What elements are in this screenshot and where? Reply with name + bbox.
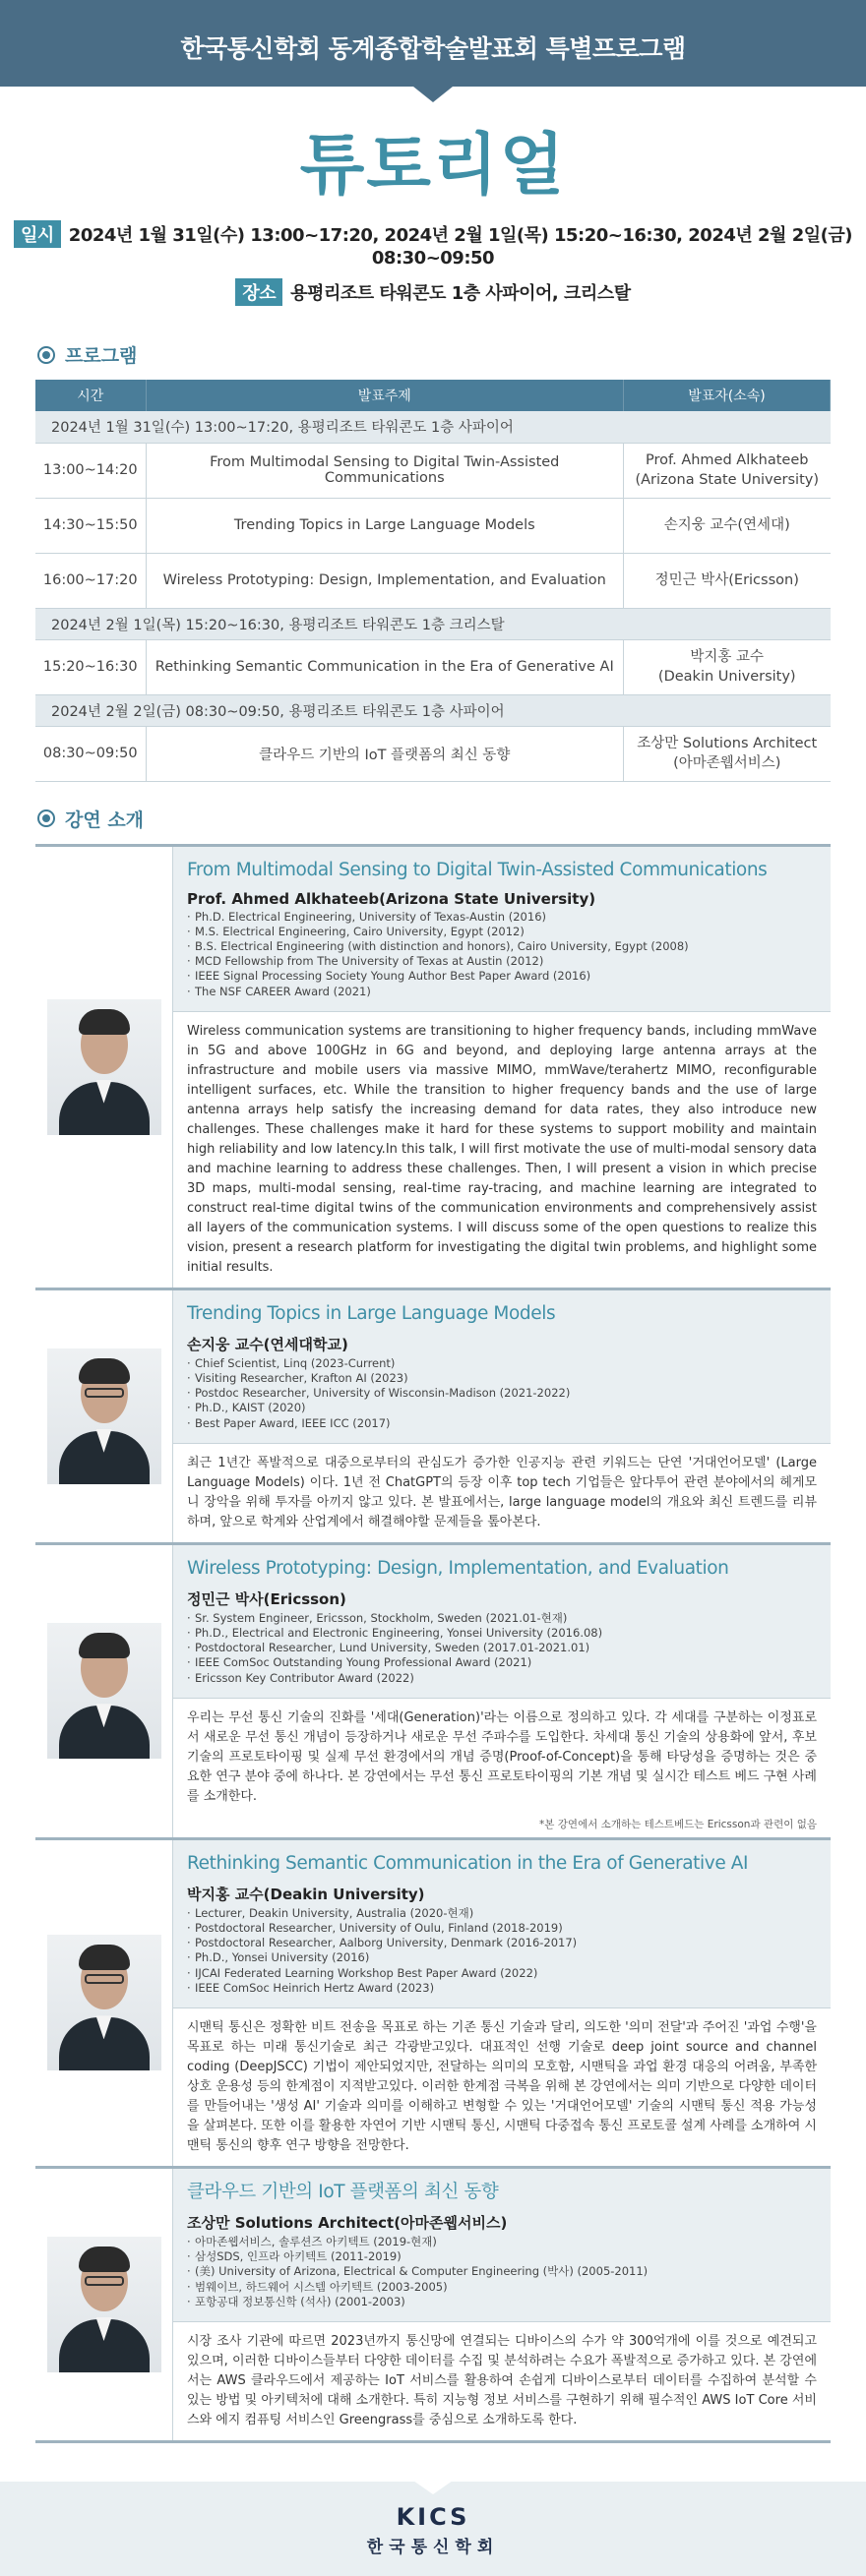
row-topic: From Multimodal Sensing to Digital Twin-Assisted Communications	[146, 443, 624, 498]
bio-item: · The NSF CAREER Award (2021)	[187, 985, 817, 999]
bullet-icon	[37, 809, 55, 827]
hero	[0, 87, 866, 306]
table-row	[35, 639, 831, 694]
bio-list	[187, 910, 817, 999]
schedule-line	[0, 220, 866, 269]
program-heading	[37, 341, 866, 368]
speaker-photo	[47, 2237, 161, 2372]
talk-content	[173, 1840, 831, 2166]
bullet-icon	[37, 346, 55, 364]
top-banner	[0, 0, 866, 87]
talk-abstract: 시장 조사 기관에 따르면 2023년까지 통신망에 연결되는 디바이스의 수가 약 300억개에 이를 것으로 예견되고 있으며, 이러한 디바이스들부터 다양한 데이터를 수집 및 분석하려는 수요가 폭발적으로 증가하고 있다. 본 강연에서는 AWS 클라우드에서 제공하는 IoT 서비스를 활용하여 손쉽게 디바이스로부터 데이터를 수집하여 분석할 수 있는 방법 및 아키텍처에 대해 소개한다. 특히 지능형 정보 서비스를 구현하기 위해 필수적인 AWS IoT Core 서비스와 에지 컴퓨팅 서비스인 Greengrass를 중심으로 소개하도록 한다.	[173, 2321, 831, 2440]
row-time: 08:30~09:50	[35, 726, 146, 781]
row-topic: Trending Topics in Large Language Models	[146, 498, 624, 553]
talk-list	[0, 844, 866, 2443]
speaker-photo-column	[35, 1840, 173, 2166]
talk-block	[35, 1545, 831, 1840]
speaker-photo-column	[35, 2169, 173, 2440]
speaker-photo-column	[35, 1545, 173, 1837]
bio-item: · Ph.D. Electrical Engineering, University of Texas-Austin (2016)	[187, 910, 817, 925]
talk-title: 클라우드 기반의 IoT 플랫폼의 최신 동향	[187, 2181, 499, 2202]
row-presenter	[624, 443, 831, 498]
bio-item: · M.S. Electrical Engineering, Cairo University, Egypt (2012)	[187, 925, 817, 939]
bio-item: · Ericsson Key Contributor Award (2022)	[187, 1671, 817, 1686]
row-time: 16:00~17:20	[35, 553, 146, 608]
talk-block	[35, 844, 831, 1290]
bio-item: · IEEE ComSoc Heinrich Hertz Award (2023)	[187, 1981, 817, 1996]
presenter-name: 손지웅 교수(연세대)	[663, 517, 790, 533]
day-label: 2024년 1월 31일(수) 13:00~17:20, 용평리조트 타워콘도 1층 사파이어	[35, 411, 831, 443]
venue-tag: 장소	[235, 278, 282, 306]
presenter-affiliation: (Deakin University)	[657, 669, 796, 685]
talk-content	[173, 1545, 831, 1837]
table-header-row	[35, 380, 831, 411]
talk-block	[35, 1840, 831, 2169]
bio-item: · Ph.D., Electrical and Electronic Engineering, Yonsei University (2016.08)	[187, 1626, 817, 1641]
day-row	[35, 411, 831, 443]
program-table	[35, 380, 831, 782]
page-title: 튜토리얼	[299, 127, 567, 205]
speaker-name: Prof. Ahmed Alkhateeb(Arizona State University)	[187, 889, 596, 908]
talk-block	[35, 2169, 831, 2443]
bio-item: · (美) University of Arizona, Electrical & Computer Engineering (박사) (2005-2011)	[187, 2264, 817, 2279]
row-time: 13:00~14:20	[35, 443, 146, 498]
speaker-bio	[173, 1290, 831, 1443]
talks-heading-text: 강연 소개	[65, 809, 145, 831]
org-name: 한국통신학회	[366, 2538, 500, 2557]
row-topic: 클라우드 기반의 IoT 플랫폼의 최신 동향	[146, 726, 624, 781]
bio-item: · Postdoctoral Researcher, University of Oulu, Finland (2018-2019)	[187, 1921, 817, 1936]
bio-item: · Lecturer, Deakin University, Australia (2020-현재)	[187, 1906, 817, 1921]
row-presenter	[624, 726, 831, 781]
presenter-affiliation: (Arizona State University)	[635, 472, 820, 488]
speaker-photo	[47, 1935, 161, 2070]
day-label: 2024년 2월 2일(금) 08:30~09:50, 용평리조트 타워콘도 1층 사파이어	[35, 694, 831, 726]
footer	[0, 2482, 866, 2576]
speaker-name: 정민근 박사(Ericsson)	[187, 1589, 346, 1608]
speaker-photo	[47, 999, 161, 1135]
speaker-bio	[173, 847, 831, 1011]
bio-item: · Ph.D., KAIST (2020)	[187, 1401, 817, 1415]
speaker-photo	[47, 1348, 161, 1484]
day-row	[35, 608, 831, 639]
table-row	[35, 726, 831, 781]
talk-abstract: 우리는 무선 통신 기술의 진화를 '세대(Generation)'라는 이름으로 정의하고 있다. 각 세대를 구분하는 이정표로서 새로운 무선 통신 개념이 등장하거나 새로운 무선 주파수를 도입한다. 차세대 통신 기술의 상용화에 앞서, 후보 기술의 프로토타이핑 및 실제 무선 환경에서의 개념 증명(Proof-of-Concept)을 통해 타당성을 증명하는 것은 중요한 연구 분야 중에 하나다. 본 강연에서는 무선 통신 프로토타이핑의 기본 개념 및 실시간 테스트 베드 구현 사례를 소개한다.	[173, 1698, 831, 1817]
speaker-photo	[47, 1623, 161, 1759]
talk-abstract: 최근 1년간 폭발적으로 대중으로부터의 관심도가 증가한 인공지능 관련 키워드는 단연 '거대언어모델' (Large Language Models) 이다. 1년 전 ChatGPT의 등장 이후 top tech 기업들은 앞다투어 관련 분야에서의 헤게모니 장악을 위해 투자를 아끼지 않고 있다. 본 발표에서는, large language model의 개요와 최신 트렌드를 리뷰하며, 앞으로 학계와 산업계에서 해결해야할 문제들을 톺아본다.	[173, 1443, 831, 1542]
bio-list	[187, 2235, 817, 2309]
speaker-name: 손지웅 교수(연세대학교)	[187, 1335, 348, 1353]
row-presenter	[624, 498, 831, 553]
day-row	[35, 694, 831, 726]
row-topic: Rethinking Semantic Communication in the Era of Generative AI	[146, 639, 624, 694]
banner-notch	[413, 87, 453, 102]
presenter-name: 조상만 Solutions Architect	[637, 736, 818, 751]
bio-item: · B.S. Electrical Engineering (with distinction and honors), Cairo University, Egypt (2008)	[187, 939, 817, 954]
row-time: 15:20~16:30	[35, 639, 146, 694]
column-header-topic: 발표주제	[146, 380, 624, 411]
talk-content	[173, 847, 831, 1288]
bio-item: · MCD Fellowship from The University of Texas at Austin (2012)	[187, 954, 817, 969]
schedule-text: 2024년 1월 31일(수) 13:00~17:20, 2024년 2월 1일(목) 15:20~16:30, 2024년 2월 2일(금) 08:30~09:50	[68, 225, 852, 269]
bio-item: · Ph.D., Yonsei University (2016)	[187, 1950, 817, 1965]
logo-text: KICS	[396, 2503, 470, 2531]
bio-item: · Sr. System Engineer, Ericsson, Stockholm, Sweden (2021.01-현재)	[187, 1611, 817, 1626]
talk-content	[173, 1290, 831, 1542]
bio-list	[187, 1611, 817, 1686]
talk-abstract: 시맨틱 통신은 정확한 비트 전송을 목표로 하는 기존 통신 기술과 달리, 의도한 '의미 전달'과 주어진 '과업 수행'을 목표로 하는 미래 통신기술로 최근 각광받고있다. 대표적인 선행 기술로 deep joint source and channel coding (DeepJSCC) 기법이 제안되었지만, 전달하는 의미의 모호함, 시맨틱을 과업 환경 대응의 어려움, 부족한 상호 운용성 등의 한계점이 지적받고있다. 이러한 한계점 극복을 위해 본 강연에서는 의미 기반으로 다양한 데이터를 만들어내는 '생성 AI' 기술과 의미를 이해하고 변형할 수 있는 '거대언어모델' 기술의 시맨틱 통신 적용 가능성을 살펴본다. 또한 이를 활용한 자연어 기반 시맨틱 통신, 시맨틱 다중접속 통신 프로토콜 설계 사례를 소개하여 시맨틱 통신의 향후 연구 방향을 전망한다.	[173, 2007, 831, 2166]
bio-item: · 범웨이브, 하드웨어 시스템 아키텍트 (2003-2005)	[187, 2280, 817, 2295]
speaker-photo-column	[35, 1290, 173, 1542]
speaker-bio	[173, 2169, 831, 2321]
presenter-name: 박지홍 교수	[690, 649, 765, 665]
banner-text: 한국통신학회 동계종합학술발표회 특별프로그램	[180, 34, 686, 63]
bio-item: · 삼성SDS, 인프라 아키텍트 (2011-2019)	[187, 2249, 817, 2264]
talk-block	[35, 1290, 831, 1545]
row-presenter	[624, 553, 831, 608]
bio-item: · IEEE ComSoc Outstanding Young Professional Award (2021)	[187, 1655, 817, 1670]
bio-item: · IJCAI Federated Learning Workshop Best Paper Award (2022)	[187, 1966, 817, 1981]
row-topic: Wireless Prototyping: Design, Implementation, and Evaluation	[146, 553, 624, 608]
bio-item: · Chief Scientist, Linq (2023-Current)	[187, 1356, 817, 1371]
footer-notch	[413, 2481, 453, 2494]
talk-title: Rethinking Semantic Communication in the Era of Generative AI	[187, 1852, 749, 1874]
talks-heading	[37, 806, 866, 832]
kics-logo	[0, 2503, 866, 2531]
day-label: 2024년 2월 1일(목) 15:20~16:30, 용평리조트 타워콘도 1층 크리스탈	[35, 608, 831, 639]
bio-item: · Postdoctoral Researcher, Lund University, Sweden (2017.01-2021.01)	[187, 1641, 817, 1655]
speaker-name: 조상만 Solutions Architect(아마존웹서비스)	[187, 2213, 508, 2232]
speaker-bio	[173, 1545, 831, 1698]
bio-item: · Visiting Researcher, Krafton AI (2023)	[187, 1371, 817, 1386]
venue-text: 용평리조트 타워콘도 1층 사파이어, 크리스탈	[290, 283, 631, 304]
venue-line	[0, 278, 866, 306]
talk-title: Trending Topics in Large Language Models	[187, 1302, 556, 1324]
presenter-name: 정민근 박사(Ericsson)	[654, 572, 799, 588]
talk-abstract: Wireless communication systems are transitioning to higher frequency bands, including mmWave in 5G and above 100GHz in 6G and beyond, and deploying large antenna arrays at the infrastructure and mobile users via massive MIMO, mmWave/terahertz MIMO, reconfigurable intelligent surfaces, etc. While the transition to higher frequency bands and the use of large antenna arrays help satisfy the increasing demand for data rates, they also introduce new challenges. These challenges make it hard for these systems to support mobility and maintain high reliability and low latency.In this talk, I will first motivate the use of multi-modal sensory data and machine learning to address these challenges. Then, I will present a vision in which precise 3D maps, multi-modal sensing, real-time ray-tracing, and machine learning are integrated to construct real-time digital twins of the communication environments and comprehensively assist all layers of the communication systems. I will discuss some of the open questions to realize this vision, present a research platform for investigating the digital twin problems, and highlight some initial results.	[173, 1011, 831, 1288]
presenter-name: Prof. Ahmed Alkhateeb	[646, 452, 809, 468]
row-presenter	[624, 639, 831, 694]
table-row	[35, 443, 831, 498]
program-heading-text: 프로그램	[65, 345, 138, 367]
bio-item: · IEEE Signal Processing Society Young Author Best Paper Award (2016)	[187, 969, 817, 984]
bio-item: · Postdoc Researcher, University of Wisconsin-Madison (2021-2022)	[187, 1386, 817, 1401]
talk-note: *본 강연에서 소개하는 테스트베드는 Ericsson과 관련이 없음	[539, 1818, 817, 1830]
table-row	[35, 498, 831, 553]
bio-item: · Postdoctoral Researcher, Aalborg University, Denmark (2016-2017)	[187, 1936, 817, 1950]
talk-content	[173, 2169, 831, 2440]
table-row	[35, 553, 831, 608]
bio-item: · 아마존웹서비스, 솔루션즈 아키텍트 (2019-현재)	[187, 2235, 817, 2249]
schedule-tag: 일시	[14, 220, 61, 248]
bio-item: · 포항공대 정보통신학 (석사) (2001-2003)	[187, 2295, 817, 2309]
speaker-name: 박지홍 교수(Deakin University)	[187, 1885, 425, 1903]
speaker-bio	[173, 1840, 831, 2007]
row-time: 14:30~15:50	[35, 498, 146, 553]
bio-list	[187, 1906, 817, 1996]
speaker-photo-column	[35, 847, 173, 1288]
column-header-presenter: 발표자(소속)	[624, 380, 831, 411]
talk-title: Wireless Prototyping: Design, Implementation, and Evaluation	[187, 1557, 729, 1579]
bio-list	[187, 1356, 817, 1431]
presenter-affiliation: (아마존웹서비스)	[673, 755, 781, 771]
column-header-time: 시간	[35, 380, 146, 411]
bio-item: · Best Paper Award, IEEE ICC (2017)	[187, 1416, 817, 1431]
talk-title: From Multimodal Sensing to Digital Twin-Assisted Communications	[187, 859, 768, 880]
